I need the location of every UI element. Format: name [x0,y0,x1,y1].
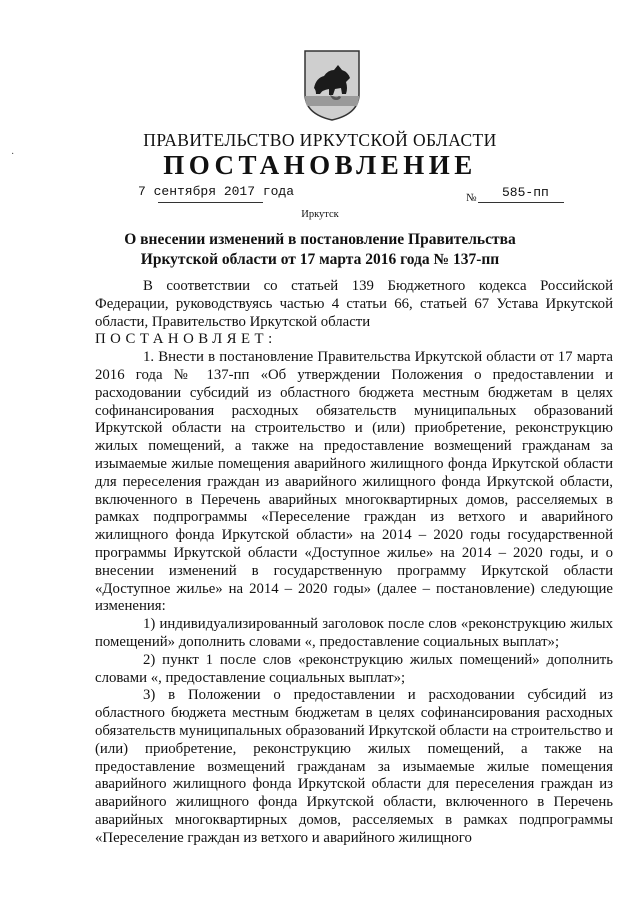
resolves-heading: ПОСТАНОВЛЯЕТ: [95,331,277,348]
government-name: ПРАВИТЕЛЬСТВО ИРКУТСКОЙ ОБЛАСТИ [143,130,497,150]
margin-mark: · [11,149,15,160]
city-label: Иркутск [301,209,339,220]
document-number: 585-пп [502,185,549,200]
coat-of-arms-icon [302,48,362,122]
subitem-2-paragraph: 2) пункт 1 после слов «реконструкцию жилых помещений» дополнить словами «, предоставление социальных выплат»; [95,651,613,686]
preamble-paragraph: В соответствии со статьей 139 Бюджетного кодекса Российской Федерации, руководствуясь частью 4 статьи 66, статьей 67 Устава Иркутской области, Правительство Иркутской области [95,278,613,330]
number-sign: № [466,192,477,204]
number-underline [478,202,564,203]
document-body [95,278,613,848]
subitem-1-paragraph: 1) индивидуализированный заголовок после слов «реконструкцию жилых помещений» дополнить словами «, предоставление социальных выплат»; [95,616,613,650]
document-subject: О внесении изменений в постановление Правительства Иркутской области от 17 марта 2016 года № 137-пп [124,231,516,268]
document-date: 7 сентября 2017 года [138,184,295,199]
document-type-title: ПОСТАНОВЛЕНИЕ [163,150,477,180]
subitem-3-paragraph: 3) в Положении о предоставлении и расходовании субсидий из областного бюджета местным бюджетам в целях софинансирования расходных обязательств муниципальных образований Иркутской области на строительство и (или) приобретение, реконструкцию жилых помещений, а также на предоставление возмещений гражданам за изымаемые жилые помещения аварийного жилищного фонда Иркутской области для переселения граждан из аварийного жилищного фонда Иркутской области, включенного в Перечень аварийных многоквартирных домов, расселяемых в рамках подпрограммы «Переселение граждан из ветхого и аварийного жилищного [95,687,613,846]
date-underline [158,202,263,203]
item-1-paragraph: 1. Внести в постановление Правительства Иркутской области от 17 марта 2016 года № 137-пп «Об утверждении Положения о предоставлении и расходовании субсидий из областного бюджета местным бюджетам в целях софинансирования расходных обязательств муниципальных образований Иркутской области на строительство и (или) приобретение, реконструкцию жилых помещений, а также на предоставление возмещений гражданам за изымаемые жилые помещения аварийного жилищного фонда Иркутской области для переселения граждан из аварийного жилищного фонда Иркутской области, включенного в Перечень аварийных многоквартирных домов, расселяемых в рамках подпрограммы «Переселение граждан из ветхого и аварийного жилищного фонда Иркутской области» на 2014 – 2020 годы государственной программы Иркутской области «Доступное жилье» на 2014 – 2020 годы, и о внесении изменений в государственную программу Иркутской области «Доступное жилье» на 2014 – 2020 годы» (далее – постановление) следующие изменения: [95,349,613,615]
